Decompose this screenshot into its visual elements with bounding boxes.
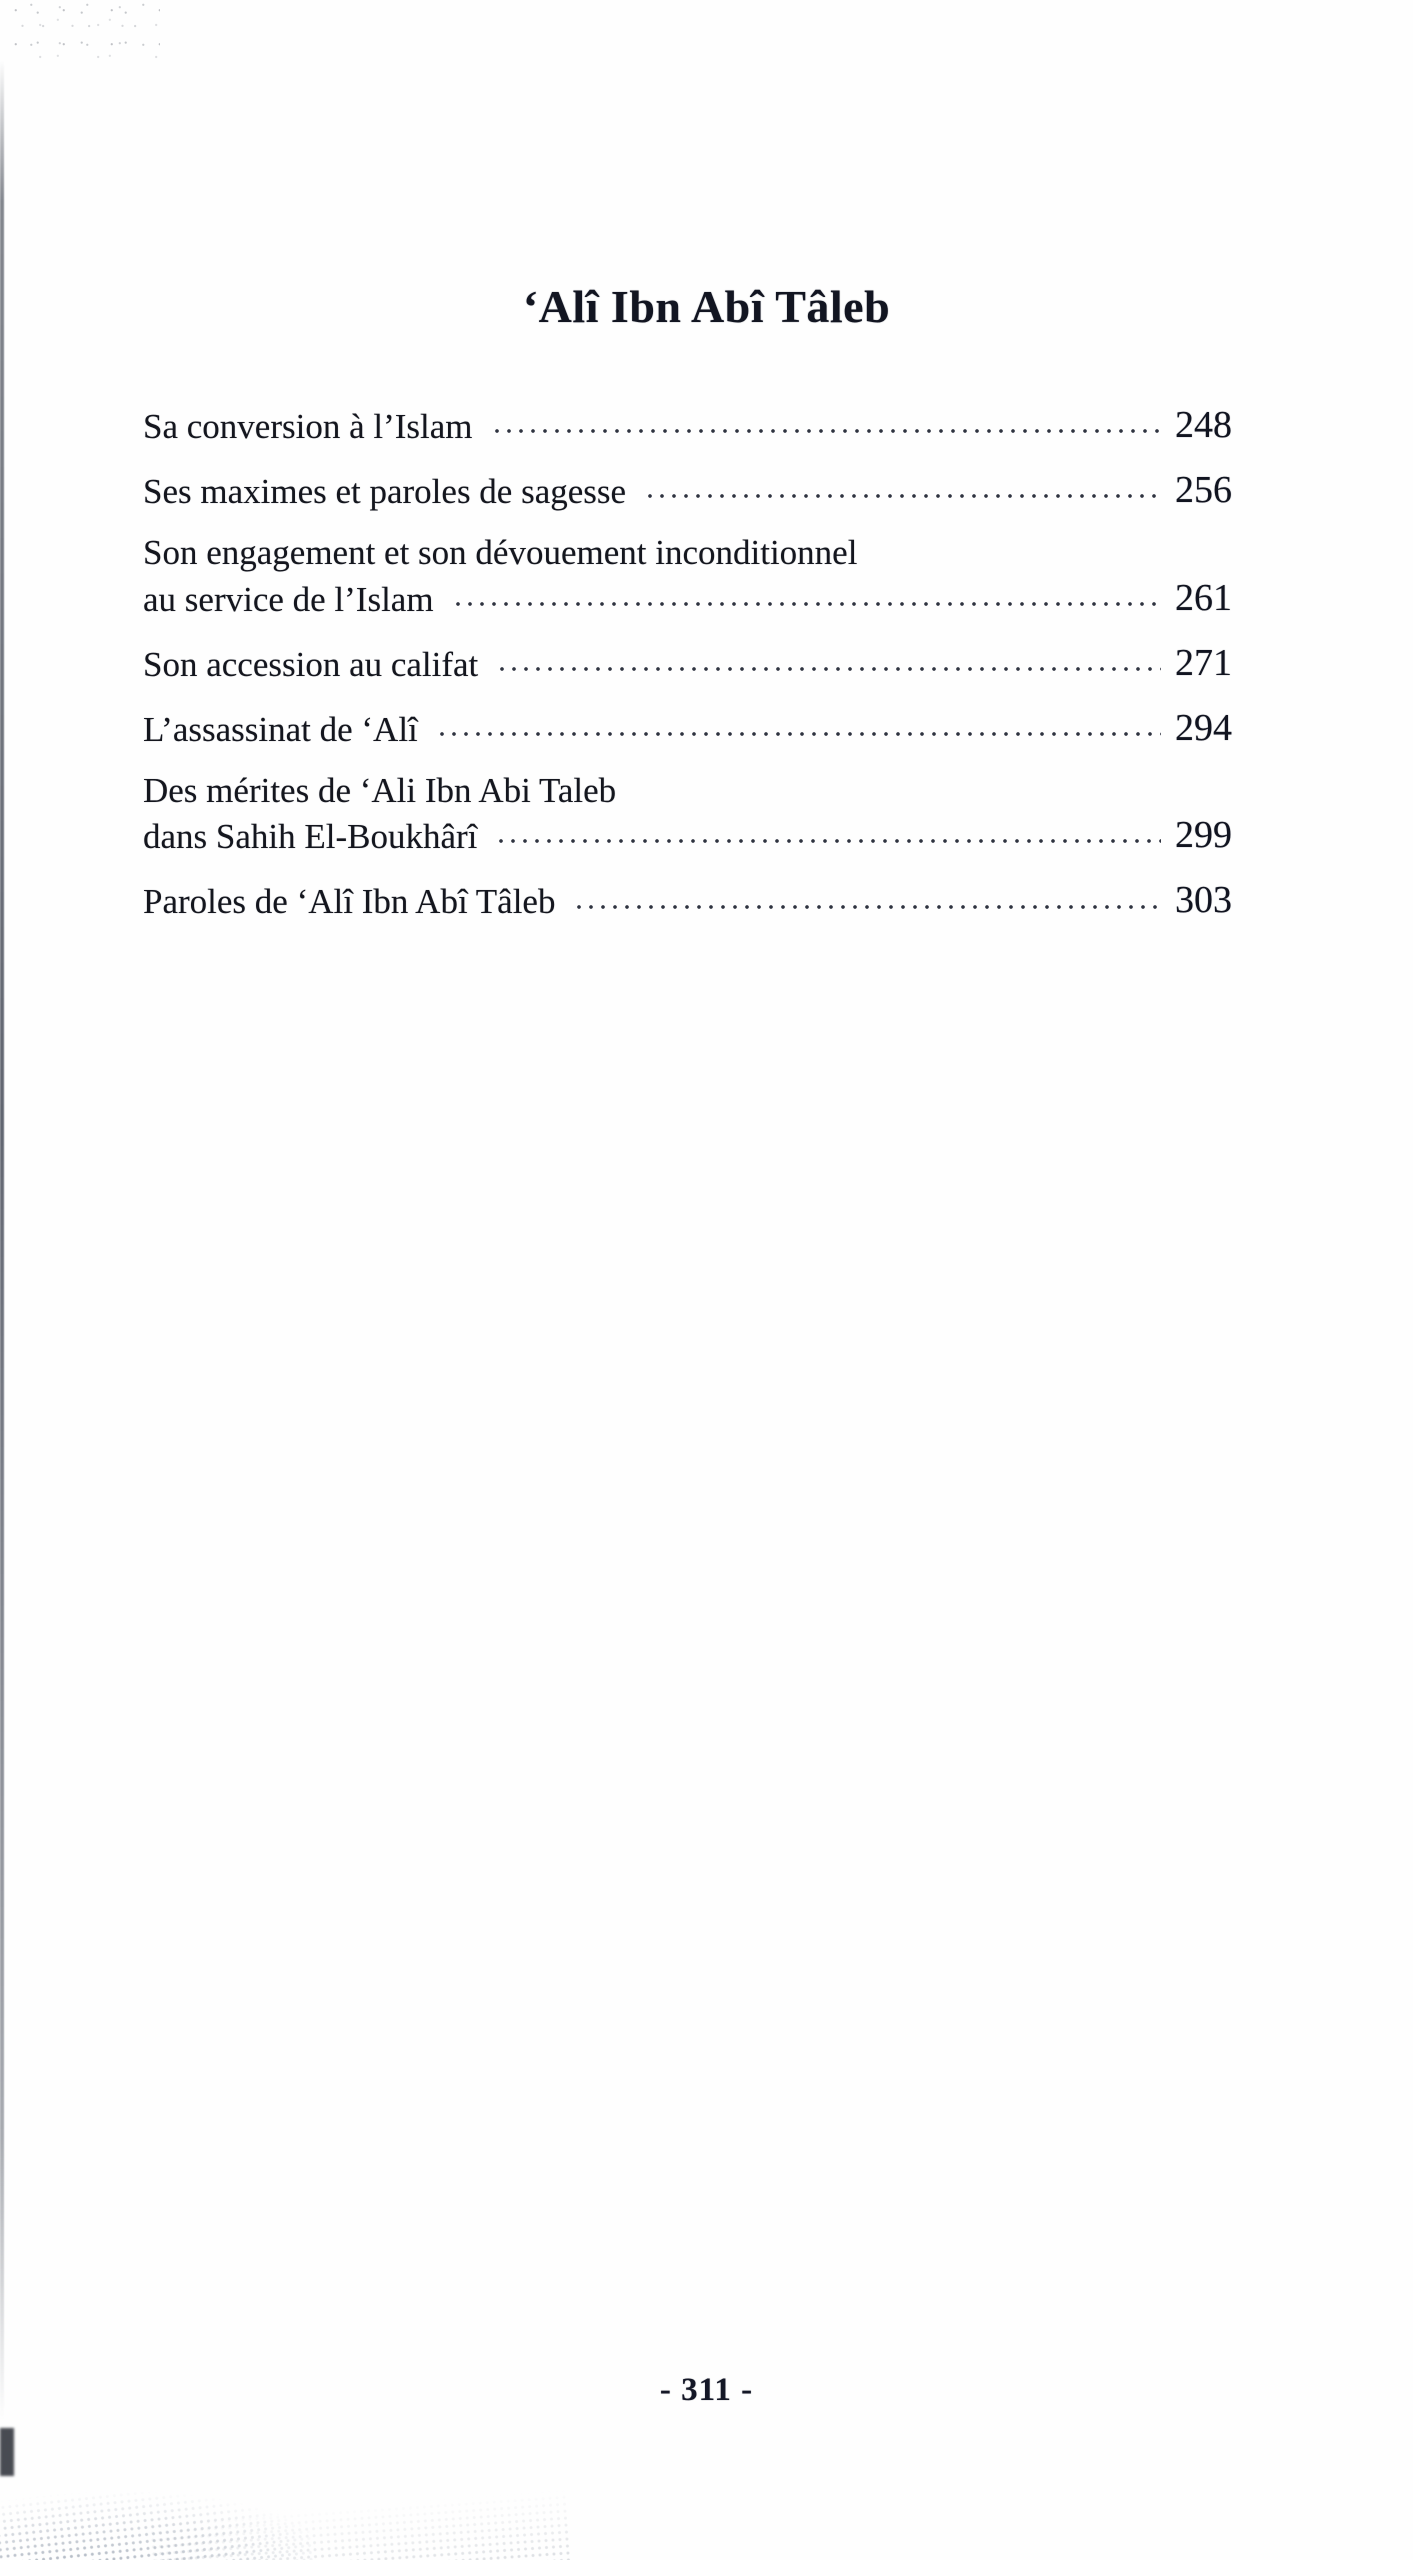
toc-entry-title: Paroles de ‘Alî Ibn Abî Tâleb bbox=[143, 882, 556, 922]
toc-leader-row bbox=[143, 404, 1175, 450]
toc-entry[interactable] bbox=[143, 400, 1267, 450]
toc-entry-title: Sa conversion à l’Islam bbox=[143, 406, 473, 446]
toc-dot-leader bbox=[573, 897, 1161, 913]
page-title: ‘Alî Ibn Abî Tâleb bbox=[522, 281, 891, 332]
toc-leader-row bbox=[143, 879, 1175, 925]
toc-entry-body bbox=[143, 768, 1175, 860]
toc-entry-title: Ses maximes et paroles de sagesse bbox=[143, 472, 627, 512]
toc-leader-row bbox=[143, 814, 1175, 860]
toc-page-number: 294 bbox=[1175, 706, 1232, 749]
toc-entry-body bbox=[143, 530, 1175, 622]
toc-entry[interactable] bbox=[143, 638, 1267, 688]
toc-entry-body bbox=[143, 469, 1175, 515]
toc-entry[interactable] bbox=[143, 768, 1267, 860]
toc-entry[interactable] bbox=[143, 465, 1267, 515]
toc-entry-title-line-1: Son engagement et son dévouement inconditionnel bbox=[143, 533, 858, 573]
toc-dot-leader bbox=[644, 487, 1161, 503]
toc-page-number: 261 bbox=[1175, 576, 1232, 619]
toc-page-number: 299 bbox=[1175, 814, 1232, 857]
table-of-contents bbox=[143, 400, 1267, 941]
toc-dot-leader bbox=[436, 725, 1161, 741]
toc-page-number: 256 bbox=[1175, 469, 1232, 512]
toc-dot-leader bbox=[495, 832, 1161, 848]
toc-entry-title-line-2: au service de l’Islam bbox=[143, 579, 434, 619]
toc-leader-row bbox=[143, 577, 1175, 623]
toc-leader-row bbox=[143, 469, 1175, 515]
toc-entry-body bbox=[143, 879, 1175, 925]
toc-entry[interactable] bbox=[143, 875, 1267, 925]
toc-entry-title: Son accession au califat bbox=[143, 644, 479, 684]
toc-entry-body bbox=[143, 707, 1175, 753]
toc-dot-leader bbox=[496, 660, 1161, 676]
toc-page-number: 248 bbox=[1175, 404, 1232, 446]
toc-page-number: 271 bbox=[1175, 641, 1232, 684]
toc-leader-row bbox=[143, 707, 1175, 753]
toc-entry-body bbox=[143, 404, 1175, 450]
toc-dot-leader bbox=[491, 422, 1162, 438]
toc-entry[interactable] bbox=[143, 703, 1267, 753]
toc-entry-title-line-2: dans Sahih El-Boukhârî bbox=[143, 817, 478, 857]
toc-entry-title-line-1: Des mérites de ‘Ali Ibn Abi Taleb bbox=[143, 771, 617, 810]
toc-leader-row bbox=[143, 642, 1175, 688]
toc-page-number: 303 bbox=[1175, 879, 1232, 922]
toc-entry-body bbox=[143, 642, 1175, 688]
toc-entry[interactable] bbox=[143, 530, 1267, 622]
toc-dot-leader bbox=[452, 595, 1161, 611]
toc-entry-title: L’assassinat de ‘Alî bbox=[143, 709, 418, 749]
page-footer-number: - 311 - bbox=[659, 2372, 754, 2408]
